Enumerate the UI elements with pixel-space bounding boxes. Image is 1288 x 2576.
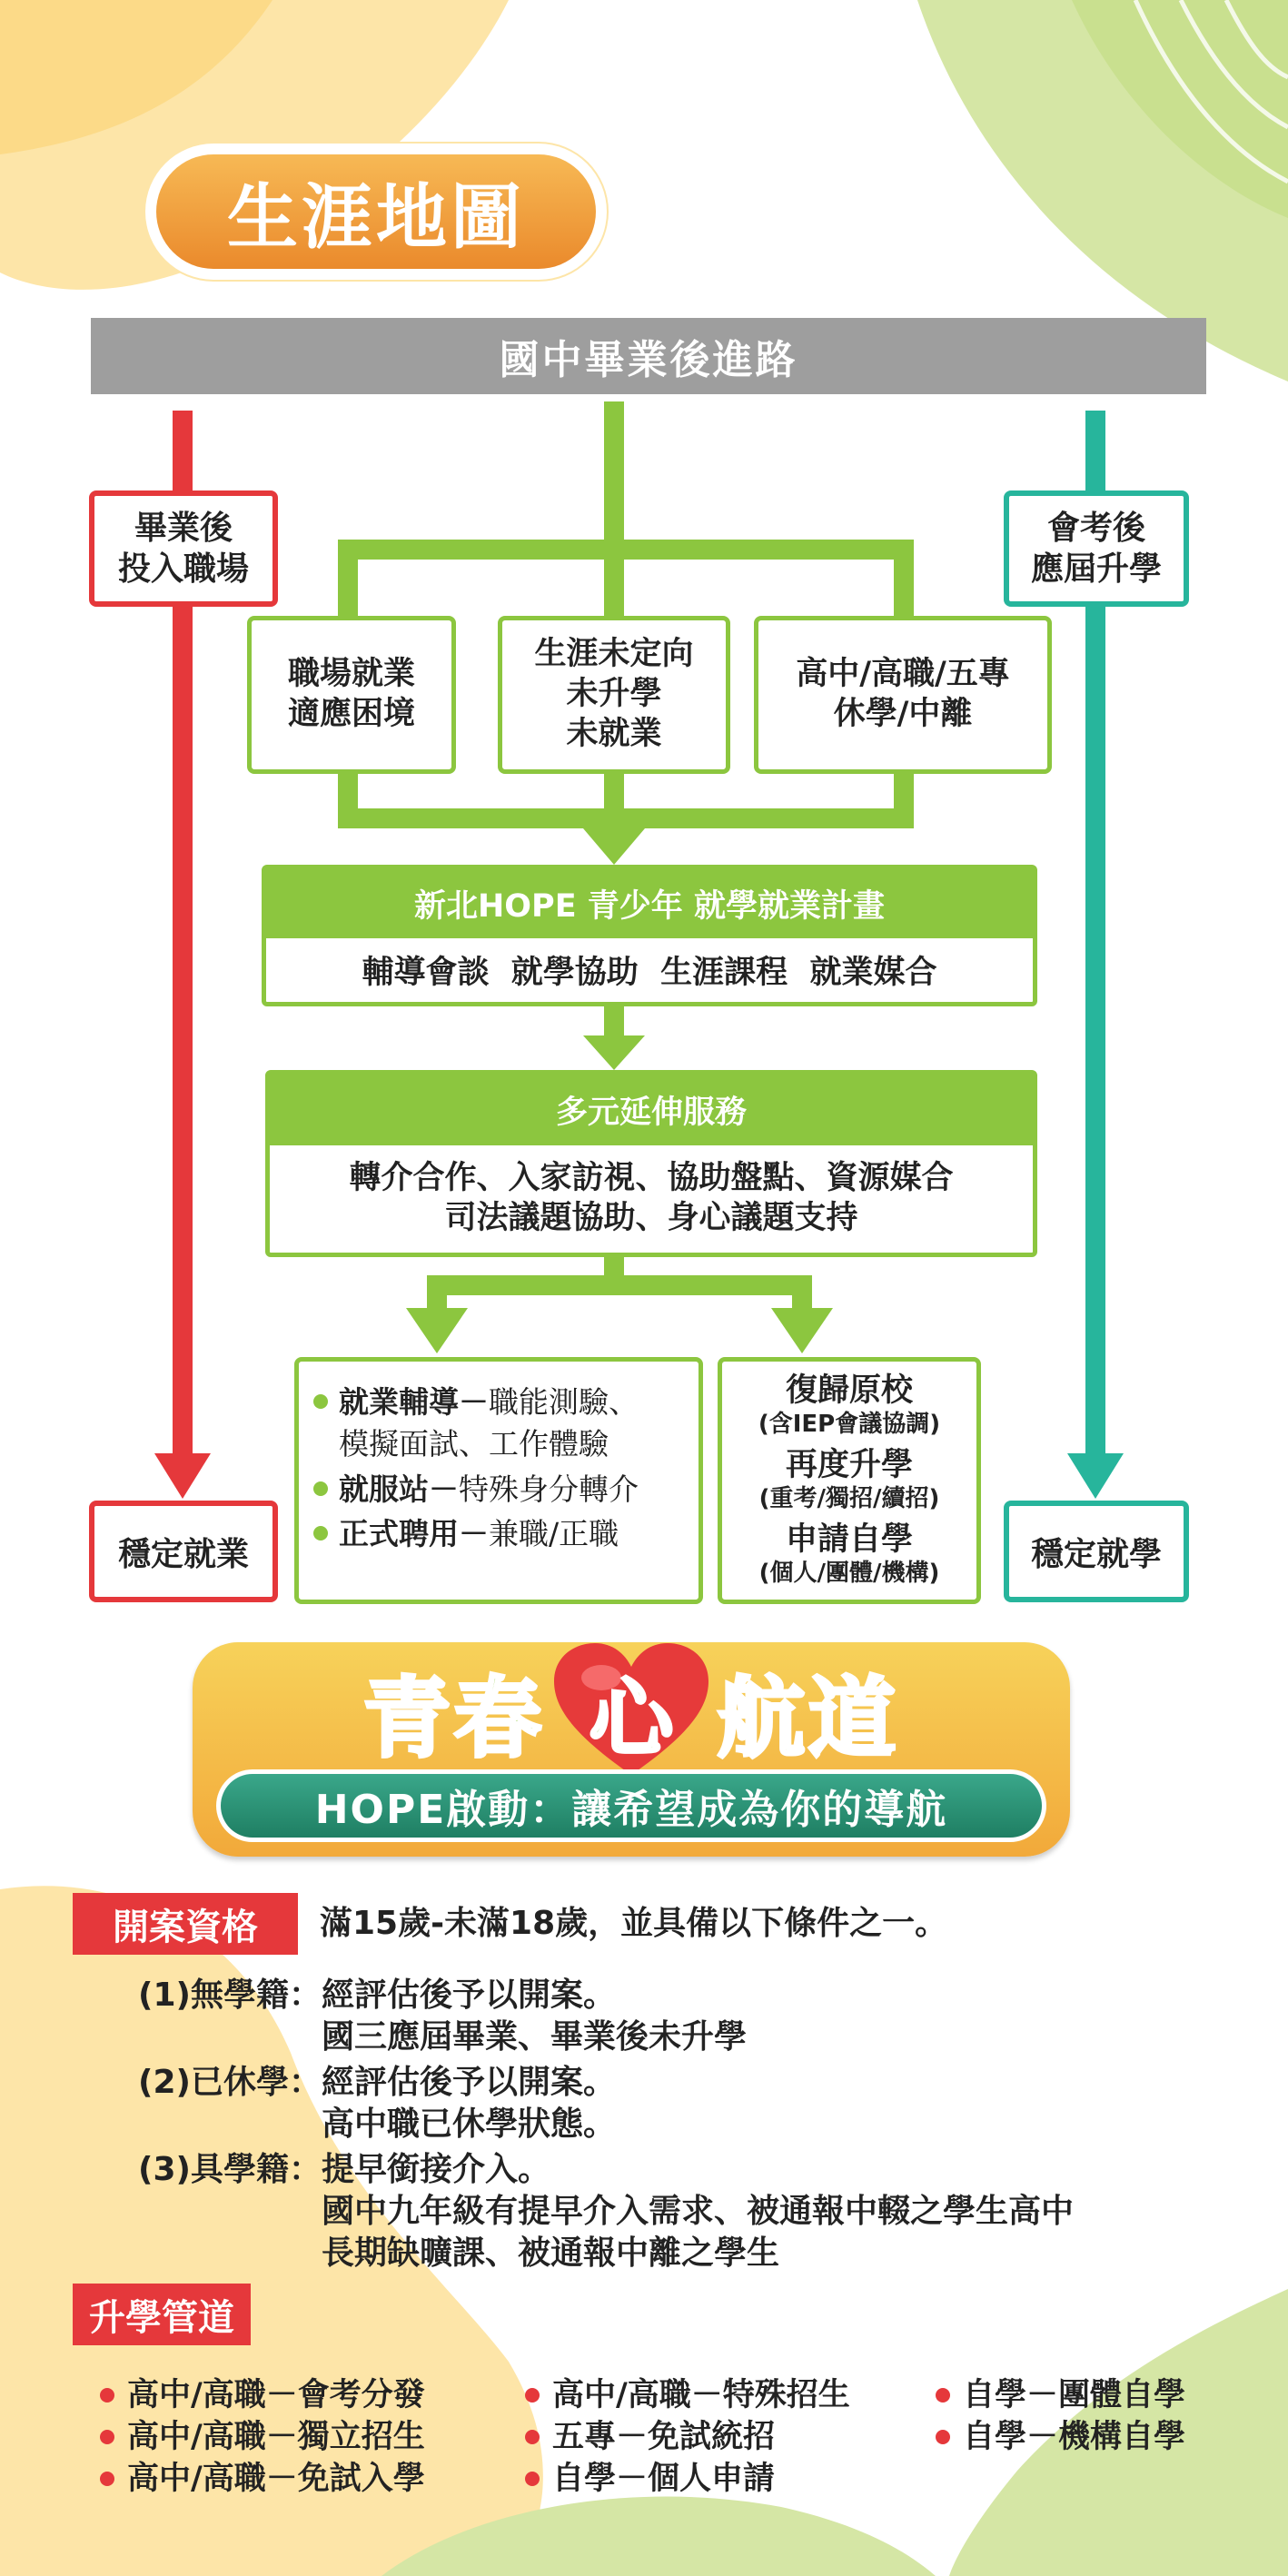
banner-headline-right: 航道 (718, 1667, 899, 1769)
eligibility-item-line: 經評估後予以開案。 (321, 2064, 616, 2101)
school-option-sub: (個人/團體/機構) (758, 1559, 940, 1587)
pathway-label: 自學－個人申請 (552, 2461, 776, 2497)
banner-subline: HOPE啟動：讓希望成為你的導航 (314, 1787, 948, 1833)
right-path-start-label: 會考後 應屆升學 (1030, 510, 1162, 588)
eligibility-intro: 滿15歲-未滿18歲，並具備以下條件之一。 (320, 1905, 948, 1942)
right-path-end-label: 穩定就學 (1030, 1535, 1162, 1573)
pathway-item (525, 2416, 936, 2458)
bullet-icon (525, 2430, 540, 2444)
eligibility-item-line: 高中職已休學狀態。 (321, 2105, 616, 2143)
situation-box-dropout (754, 616, 1052, 774)
left-path-arrow (154, 1453, 211, 1499)
down-arrow (771, 1308, 833, 1353)
pathway-label: 自學－機構自學 (963, 2419, 1186, 2455)
eligibility-item (138, 2149, 1228, 2274)
eligibility-item-head: (3)具學籍： (138, 2151, 322, 2188)
pathway-item (100, 2458, 525, 2500)
bullet-icon (100, 2430, 114, 2444)
pathway-label: 高中/高職－特殊招生 (552, 2377, 850, 2413)
extended-services-items: 轉介合作、入家訪視、協助盤點、資源媒合 司法議題協助、身心議題支持 (349, 1160, 954, 1236)
employment-item-text: 兼職/正職 (489, 1515, 619, 1551)
eligibility-item-line: 經評估後予以開案。 (321, 1977, 616, 2014)
hope-banner (193, 1642, 1070, 1857)
school-options-box (718, 1357, 981, 1604)
heart-icon (554, 1643, 708, 1779)
pathway-label: 自學－團體自學 (963, 2377, 1186, 2413)
employment-item-head: 正式聘用－ (339, 1515, 489, 1551)
pathways-column (525, 2374, 936, 2500)
pathway-item (936, 2416, 1244, 2458)
eligibility-list (138, 1975, 1228, 2274)
situation-label: 高中/高職/五專 休學/中離 (796, 656, 1010, 732)
pathway-item (525, 2458, 936, 2500)
bullet-icon (100, 2388, 114, 2403)
eligibility-label: 開案資格 (73, 1893, 298, 1955)
eligibility-item (138, 2062, 1228, 2145)
employment-support-box (294, 1357, 703, 1604)
right-path-end-box (1004, 1501, 1189, 1602)
school-option-main: 復歸原校 (785, 1372, 913, 1410)
left-path-start-label: 畢業後 投入職場 (117, 510, 249, 588)
hope-plan-title: 新北HOPE 青少年 就學就業計畫 (266, 869, 1033, 938)
pathway-item (100, 2416, 525, 2458)
employment-item (313, 1469, 689, 1511)
employment-item-text: 職能測驗、 模擬面試、工作體驗 (339, 1384, 639, 1462)
bullet-icon (313, 1394, 328, 1409)
pathway-item (100, 2374, 525, 2416)
pathways-column (100, 2374, 525, 2500)
eligibility-item-line: 國中九年級有提早介入需求、被通報中輟之學生高中 長期缺曠課、被通報中離之學生 (321, 2193, 1074, 2272)
left-path-start-box (89, 490, 278, 607)
pathway-label: 高中/高職－獨立招生 (127, 2419, 425, 2455)
right-path-start-box (1004, 490, 1189, 607)
banner-headline-heart: 心 (589, 1670, 673, 1768)
eligibility-item (138, 1975, 1228, 2058)
extended-services-panel (265, 1070, 1037, 1257)
left-path-end-box (89, 1501, 278, 1602)
down-arrow (406, 1308, 468, 1353)
extended-services-title: 多元延伸服務 (270, 1075, 1033, 1145)
employment-item (313, 1382, 689, 1465)
employment-item (313, 1513, 689, 1555)
eligibility-item-line: 國三應屆畢業、畢業後未升學 (321, 2018, 747, 2056)
school-option-main: 申請自學 (785, 1521, 913, 1558)
situation-box-undecided (498, 616, 730, 774)
banner-headline (193, 1648, 1070, 1775)
hope-plan-panel (262, 865, 1037, 1006)
banner-headline-left: 青春 (363, 1667, 545, 1769)
right-path-arrow (1067, 1453, 1124, 1499)
eligibility-item-line: 提早銜接介入。 (321, 2151, 550, 2188)
pathway-label: 高中/高職－會考分發 (127, 2377, 425, 2413)
left-path-end-label: 穩定就業 (117, 1535, 249, 1573)
pathway-item (936, 2374, 1244, 2416)
bullet-icon (313, 1481, 328, 1496)
pathway-label: 高中/高職－免試入學 (127, 2461, 425, 2497)
situation-box-workplace (247, 616, 456, 774)
bullet-icon (100, 2472, 114, 2486)
eligibility-item-head: (2)已休學： (138, 2064, 322, 2101)
header-bar-text: 國中畢業後進路 (499, 337, 798, 383)
bullet-icon (525, 2388, 540, 2403)
employment-item-text: 特殊身分轉介 (459, 1471, 639, 1508)
banner-subline-pill (216, 1769, 1046, 1842)
employment-item-head: 就業輔導－ (339, 1384, 489, 1420)
school-option-sub: (重考/獨招/續招) (758, 1485, 940, 1513)
eligibility-item-head: (1)無學籍： (138, 1977, 322, 2014)
pathway-item (525, 2374, 936, 2416)
school-option-sub: (含IEP會議協調) (758, 1411, 941, 1439)
down-arrow (583, 1035, 645, 1070)
down-arrow (583, 828, 645, 865)
bullet-icon (525, 2472, 540, 2486)
school-option-main: 再度升學 (785, 1447, 913, 1484)
bullet-icon (936, 2388, 950, 2403)
page-title: 生涯地圖 (226, 177, 525, 259)
situation-label: 職場就業 適應困境 (287, 656, 415, 732)
pathways-label: 升學管道 (73, 2284, 251, 2345)
pathways-list (100, 2374, 1263, 2500)
pathways-column (936, 2374, 1244, 2500)
employment-item-head: 就服站－ (339, 1471, 459, 1508)
bullet-icon (313, 1526, 328, 1541)
pathway-label: 五專－免試統招 (552, 2419, 776, 2455)
bullet-icon (936, 2430, 950, 2444)
hope-plan-items: 輔導會談 就學協助 生涯課程 就業媒合 (362, 955, 937, 991)
situation-label: 生涯未定向 未升學 未就業 (534, 636, 694, 752)
